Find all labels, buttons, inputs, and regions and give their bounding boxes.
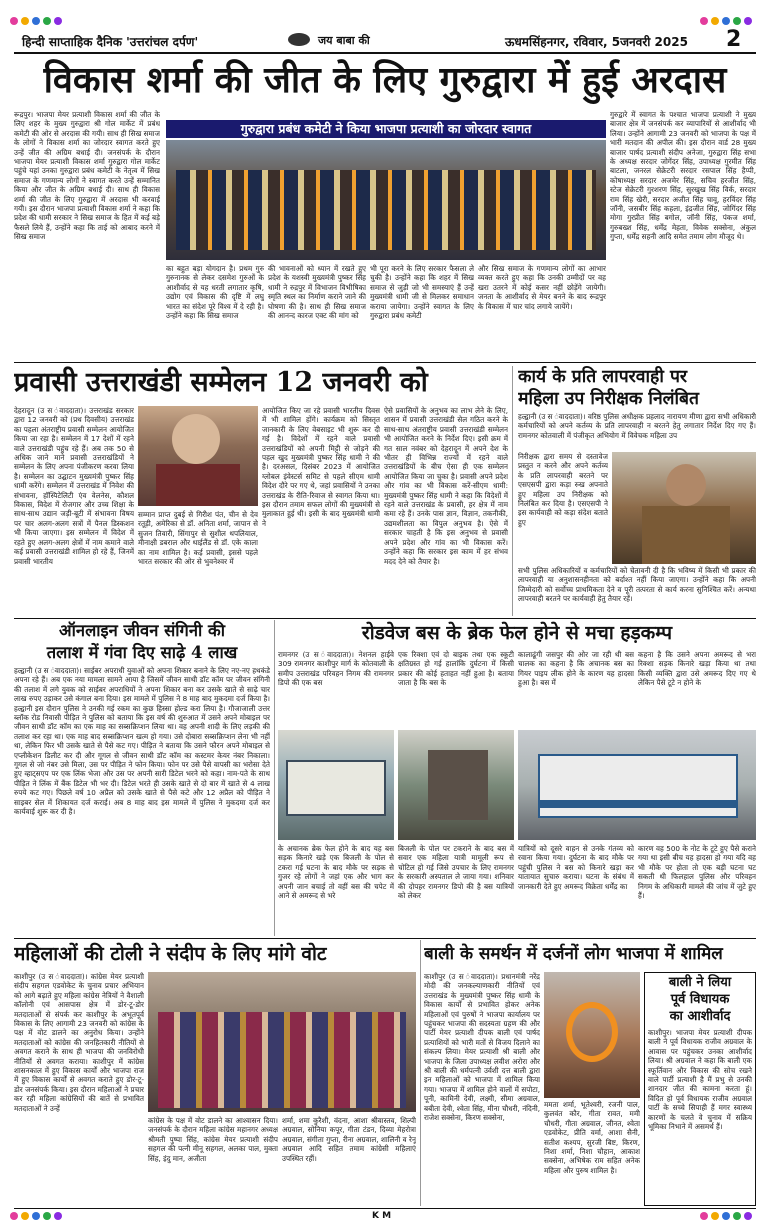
s2-col2: सम्मान प्राप्त दुबई से गिरीश पंत, चीन से देव रतूड़ी, अमेरिका से डॉ. अनिता शर्मा, जापान से सुजन तिवारी, सिंगापुर से सुशील थपलियाल, मीनाक्षी डबराल और थाईलैंड से डॉ. एके काला का नाम शामिल है। कई प्रवासी, इससे पहले भारत सरकार की ओर से भुवनेश्वर में <box>138 510 258 567</box>
divider-6 <box>420 940 421 1206</box>
headline-online-1: ऑनलाइन जीवन संगिनी की <box>59 621 225 640</box>
bottom-left-dots <box>10 1212 62 1220</box>
s5-col4: कहना है कि उसने अपना अमरूद से भरा रिक्शा सड़क किनारे खड़ा किया था तथा किसी व्यक्ति द्वारा उसे अमरूद दिए गए थे लेकिन पैसे टूटे न होने के <box>638 650 756 688</box>
headline-gurudwara: विकास शर्मा की जीत के लिए गुरुद्वारा में हुई अरदास <box>43 59 727 101</box>
s2-col4: ऐसे प्रवासियों के अनुभव का लाभ लेने के लिए, शासन में प्रवासी उत्तराखंडी सेल गठित करने के साथ-साथ अंतराष्ट्रीय प्रवासी उत्तराखंडी सम्मेलन भी आयोजित करने के निर्देश दिए। इसी क्रम में गत साल नवंबर को देहरादून में अपने देश के भीतर ही विभिन्न राज्यों में रहने वाले उत्तराखंडियों के बीच ऐसा ही एक सम्मेलन आयोजित किया जा चुका है। प्रवासी अपने प्रदेश और गांव का भी विकास करें-सीएम धामी: मुख्यमंत्री पुष्कर सिंह धामी ने कहा कि विदेशों में रहने वाले उत्तराखंड के प्रवासी, हर क्षेत्र में नाम कमा रहे हैं। उनके पास ज्ञान, विज्ञान, तकनीकी, उद्यमशीलता का विपुल अनुभव है। ऐसे में सरकार चाहती है कि इस अनुभव से प्रवासी अपने प्रदेश और गांव का भी विकास करें। उन्होंने कहा कि सरकार इस काम में हर संभव मदद देने को तैयार है। <box>384 406 508 566</box>
s4-body: हल्द्वानी (उ स ंवाददाता)। साईबर अपराधी युवाओं को अपना शिकार बनाने के लिए नए-नए हथकंडे अपना रहे हैं। अब एक नया मामला सामने आया है जिसमें जीवन साथी डॉट कॉम पर जीवन संगिनी की तलाश में लगे युवक को साईबर अपराधियों ने अपना शिकार बना कर उसके खाते से साढ़े चार लाख रुपए उड़ाकर उसे कंगाल बना दिया। इस मामले में पुलिस ने 8 माह बाद मुकदमा दर्ज किया है। हल्द्वानी इस दौरान पुलिस ने उनकी गई रकम का कुछ हिस्सा होल्ड करा लिया है। गौजाजाली उत्तर ब्लॉक रोड निवासी पीड़ित ने पुलिस को बताया कि इस वर्ष की शुरुआत में उसने अपने मोबाइल पर जीवन साथी डॉट कॉम का एक माह का सब्सक्रिप्शन लिया था। वह अपनी शादी के लिए लड़की की तलाश कर रहा था। एक माह बाद सब्सक्रिप्शन खत्म हो गया। उसे दोबारा सब्सक्रिप्शन लेना भी नहीं था, लेकिन फिर भी उसके खाते से पैसे कट गए। पीड़ित ने बताया कि उसने फौरन अपने मोबाइल से एप्लीकेशन डिलीट कर दी और गूगल से जीवन साथी डॉट कॉम का कस्टमर केयर नंबर निकाला। गूगल से जो नंबर उसे मिला, उस पर पीड़ित ने फोन किया। फोन पर उसे पैसे वापसी का भरोसा देते हुए व्हाट्सएप पर एक लिंक भेजा और उस पर अपनी सारी डिटेल भरने को कहा। नाम-पते के साथ पीड़ित ने लिंक में बैंक डिटेल भी भर दी। डिटेल भरते ही उसके खाते से दो बार में खाते से 4 लाख रुपये कट गए। पिछले वर्ष 10 अप्रैल को उसके खाते से पैसे कटे और 12 अप्रैल को पीड़ित ने साइबर सेल में शिकायत दर्ज कराई। अब 8 माह बाद इस मामले में पुलिस ने मुकदमा दर्ज कर कार्यवाई शुरू कर दी है। <box>14 666 270 817</box>
s5-b3: यात्रियों को दूसरे वाहन से उनके गंतव्य को रवाना किया गया। दुर्घटना के बाद मौके पर पहुंची पुलिस ने बस को किनारे खड़ा कर यातायात सुचारु कराया। घटना के संबंध में जानकारी देते हुए अमरूद विक्रेता धर्मेंद्र का <box>518 844 634 891</box>
s3-left: निरीक्षक द्वारा समय से दस्तावेज प्रस्तुत न करने और अपने कर्तव्य के प्रति लापरवाही बरतने पर एसएसपी द्वारा कड़ा रुख अपनाते हुए महिला उप निरीक्षक को निलंबित कर दिया है। एसएसपी ने इस कार्यवाही को कड़ा संदेश बताते हुए <box>518 452 608 527</box>
s5-col3: कालाढूंगी जसपुर की ओर जा रही थी बस चालक का कहना है कि अचानक बस का गियर पाइप लीक होने के कारण यह हादसा हुआ है। बस में <box>518 650 634 688</box>
s5-b2: बिजली के पोल पर टकराने के बाद बस में सवार एक महिला यात्री मामूली रूप से चोटिल हो गई जिसे उपचार के लिए रामनगर के सरकारी अस्पताल ले जाया गया। शनिवार की दोपहर रामनगर डिपो की है बस यात्रियों को लेकर <box>398 844 514 901</box>
s5-col1: रामनगर (उ स ंवाददाता)। नेशनल हाईवे 309 रामनगर काशीपुर मार्ग के कोतवाली के समीप उत्तराखंड परिवहन निगम की रामनगर डिपो की एक बस <box>278 650 394 688</box>
footer-marker: K M <box>372 1211 392 1221</box>
headline-bali-bjp: बाली के समर्थन में दर्जनों लोग भाजपा में शामिल <box>424 944 723 964</box>
divider-5 <box>14 938 756 939</box>
headline-ashirvad-2: पूर्व विधायक <box>670 992 730 1007</box>
s1-col3: की भावनाओं को ध्यान में रखते हुए प्रदेश के यशस्वी मुख्यमंत्री पुष्कर सिंह धामी ने रुद्रपुर में विभाजन विभीषिका स्मृति स्थल का निर्माण कराने जाने की घोषणा की है। साथ ही सिख समाज की आनन्द कारज एक्ट की मांग को <box>268 264 366 321</box>
s2-col3: आयोजित किए जा रहे प्रवासी भारतीय दिवस में भी शामिल होंगे। कार्यक्रम को सिस्तृत जानकारी के लिए वेबसाइट भी शुरू कर दी गई है। विदेशों में रहने वाले प्रवासी उत्तराखंडियों को अपनी मिट्टी से जोड़ने की पहल खुद मुख्यमंत्री पुष्कर सिंह धामी ने की है। दरअसल, दिसंबर 2023 में आयोजित ग्लोबल इंवेस्टर्स समिट से पहले सीएम धामी विदेश दौरे पर गए थे, जहां प्रवासियों ने उनका उत्तराखंड के रीति-रिवाज से स्वागत किया था। इस दौरान तमाम सफल लोगों की मुख्यमंत्री से मुलाकात हुई थी। इसी के बाद मुख्यमंत्री धामी ने <box>262 406 380 528</box>
photo-gurudwara <box>166 140 606 260</box>
s6-col2: कांग्रेस के पक्ष में वोट डालने का आश्वासन दिया। जनसंपर्क के दौरान महिला कांग्रेस महानगर अध्यक्ष श्रीमती पुष्पा सिंह, कांग्रेस मेयर प्रत्याशी संदीप सहगल की पत्नी मीनू सहगल, अलका पाल, मुक्ता सिंह, इंदु मान, अजीता <box>148 1116 278 1163</box>
masthead-dateline: ऊधमसिंहनगर, रविवार, 5जनवरी 2025 <box>505 35 688 49</box>
divider-2 <box>512 366 513 616</box>
s8-body: काशीपुर। भाजपा मेयर प्रत्याशी दीपक बाली ने पूर्व विधायक राजीव अग्रवाल के आवास पर पहुंचकर उनका आशीर्वाद लिया। श्री अग्रवाल ने कहा कि बाली एक स्फूर्तिवान और विकास की सोच रखने वाले पार्टी प्रत्याशी है मैं प्रभु से उनकी शानदार जीत की कामना करता हूं। विदित हो पूर्व विधायक राजीव अग्रवाल पार्टी के सच्चे सिपाही हैं मगर स्वास्थ्य कारणों के चलते वे चुनाव में सक्रिय भूमिका निभाने में असमर्थ हैं। <box>648 1028 752 1132</box>
masthead-rule <box>14 52 756 54</box>
divider-3 <box>14 618 756 619</box>
om-icon <box>288 33 310 46</box>
s7-col2: ममता शर्मा, भूतेश्वरी, रजनी पाल, कुलवंत कौर, गीता रावत, ममी चौधरी, गीता अग्रवाल, जीनत, श्वेता एडवोकेट, प्रीति वर्मा, आशा सैनी, सतीश कश्यप, सुरजी बिष्ट, किरण, निशा शर्मा, निशा चौहान, आकाश सक्सेना, अभिषेक राम सहित अनेक महिला और पुरुष शामिल है। <box>544 1100 640 1175</box>
photo-bus-1 <box>278 730 394 840</box>
divider-1 <box>14 362 756 363</box>
s1-col2: का बहुत बड़ा योगदान है। प्रथम गुरु गुरुनानक से लेकर दसमेश गुरुओं के आशीर्वाद से यह धरती लगातार कृषि, उद्योग एवं विकास की दृष्टि में लघु भारत का संदेश पूरे विश्व में दे रही है। उन्होंने कहा कि सिख समाज <box>166 264 264 321</box>
s5-b4: कारण वह 500 के नोट के टूटे हुए पैसे कराने गया था इसी बीच यह हादसा हो गया यदि वह भी मौके पर होता तो एक बड़ी घटना घट सकती थी फिलहाल पुलिस और परिवहन निगम के अधिकारी मामले की जांच में जुटे हुए हैं। <box>638 844 756 901</box>
photo-bus-2 <box>398 730 514 840</box>
headline-lapravahi-2: महिला उप निरीक्षक निलंबित <box>518 389 700 409</box>
headline-pravasi: प्रवासी उत्तराखंडी सम्मेलन 12 जनवरी को <box>14 367 428 398</box>
s7-col1: काशीपुर (उ स ंवाददाता)। प्रधानमंत्री नरेंद्र मोदी की जनकल्याणकारी नीतियों एवं उत्तराखंड के मुख्यमंत्री पुष्कर सिंह धामी के विकास कार्यों से प्रभावित होकर अनेक महिलाओं एवं पुरुषों ने भाजपा कार्यालय पर पहुंचकर भाजपा की सदस्यता ग्रहण की और पार्टी मेयर प्रत्याशी दीपक बाली एवं पार्षद प्रत्याशियों को भारी मतों से विजय दिलाने का संकल्प लिया। मेयर प्रत्याशी श्री बाली और भाजपा के जिला उपाध्यक्ष लवीश अरोरा और श्री बाली की धर्मपत्नी उर्वशी दत्त बाली द्वारा इन महिलाओं को भाजपा में शामिल किया गया। भाजपा में शामिल होने वालों में सपोटा, पूनी, कामिनी देवी, लक्ष्मी, सीमा अग्रवाल, बबीता देवी, श्वेता सिंह, मीना चौधरी, नंदिनी, राजेश सक्सेना, किरण सक्सेना, <box>424 972 540 1123</box>
photo-cm <box>138 406 258 506</box>
top-right-dots <box>700 17 752 25</box>
s1-col4: भी पूरा करने के लिए सरकार फैसला ले चुकी है। उन्होंने कहा कि शहर में सिख समाज से जुड़ी जो भी समस्याएं हैं उन्हें मुख्यमंत्री धामी जी से मिलकर समाधान कराया जायेगा। उन्होंने स्वागत के लिए गुरुद्वारा प्रबंध कमेटी <box>370 264 474 321</box>
headline-lapravahi-1: कार्य के प्रति लापरवाही पर <box>518 367 688 387</box>
s3-bottom: सभी पुलिस अधिकारियों व कर्मचारियों को चेतावनी दी है कि भविष्य में किसी भी प्रकार की लापरवाही या अनुशासनहीनता को बर्दाश्त नहीं किया जाएगा। उन्होंने कहा कि अपनी जिम्मेदारी को सर्वोच्च प्राथमिकता देने व पूरी तत्परता से कार्य करना सुनिश्चित करें। अन्यथा लापरवाही बरतने पर कार्यवाही हेतु तैयार रहें। <box>518 566 756 604</box>
headline-roadways: रोडवेज बस के ब्रेक फेल होने से मचा हड़कम्प <box>361 622 673 644</box>
s6-col1: काशीपुर (उ स ंवाददाता)। कांग्रेस मेयर प्रत्याशी संदीप सहगल एडवोकेट के चुनाव प्रचार अभियान को आगे बढ़ाते हुए महिला कांग्रेस नेत्रियों ने वैशाली कॉलोनी एवं आसपास क्षेत्र में डोर-टू-डोर मतदाताओं से संपर्क कर काशीपुर के अभूतपूर्व विकास के लिए आगामी 23 जनवरी को कांग्रेस के पक्ष में वोट डालने का अनुरोध किया। उन्होंने मतदाताओं को कांग्रेस की जनहितकारी नीतियों से अवगत कराने के साथ ही भाजपा की जनविरोधी नीतियों से अवगत कराया। काशीपुर में कांग्रेस शासनकाल में हुए विकास कार्यों और भाजपा राज में हुए विकास कार्यों से अवगत कराते हुए डोर-टू-डोर जनसंपर्क किया। इस दौरान महिलाओं ने प्रचार कर रही महिला कांग्रेसियों की बातें से प्रभावित मतदाताओं ने उन्हें <box>14 972 144 1113</box>
s1-col5: और सिख समाज के गणमान्य लोगों का आभार व्यक्त करते हुए कहा कि उनकी उम्मीदों पर वह खरा उतरने में कोई कसर नहीं छोड़ेंगे जायेगी। जनता के आशीर्वाद से मेयर बनने के बाद रूद्रपुर के विकास में चार चांद लगाये जायेंगे। <box>478 264 606 311</box>
footer-rule <box>14 1208 756 1209</box>
photo-bus-3 <box>518 730 756 840</box>
page-number: 2 <box>726 27 742 52</box>
top-left-dots <box>10 17 62 25</box>
photo-bali-garland <box>544 972 640 1098</box>
s1-col1: रूद्रपुर। भाजपा मेयर प्रत्याशी विकास शर्मा की जीत के लिए शहर के मुख्य गुरुद्वारा श्री गोल मार्केट में प्रबंध कमेटी की ओर से अरदास की गयी। साथ ही सिख समाज के लोगों ने विकास शर्मा का जोरदार स्वागत करते हुए उन्हें जीत की अग्रिम बधाई दी। जनसंपर्क के दौरान भाजपा मेयर प्रत्याशी विकास शर्मा गुरुद्वारा गोल मार्केट पहुंचे यहां उनका गुरुद्वारा प्रबंध कमेटी के नेतृत्व में सिख समाज के गणमान्य लोगों ने स्वागत करते उन्हें सम्मानित किया और जीत के अग्रिम बधाई दी। साथ ही विकास शर्मा की जीत के लिए गुरुद्वारा में अरदास भी करवाई गयी। इस दौरान भाजपा प्रत्याशी विकास शर्मा ने कहा कि प्रदेश की धामी सरकार ने सिख समाज के हित में कई बड़े फैसले लिये हैं, उन्होंने कहा कि ताई को आबाद करने में सिख समाज <box>14 110 160 242</box>
s2-col1: देहरादून (उ स ंवाददाता)। उत्तराखंड सरकार द्वारा 12 जनवरी को (प्रथ दिवसीय) उत्तराखंड का पहला अंतराष्ट्रीय प्रवासी सम्मेलन आयोजित किया जा रहा है। सम्मेलन में 17 देशों में रहने वाले उत्तराखंडी पहुंच रहे हैं। अब तक 50 से अधिक जाने माने प्रवासी उत्तराखंडियों ने सम्मेलन के लिए अपना पंजीकरण करवा लिया है। सम्मेलन का उद्घाटन मुख्यमंत्री पुष्कर सिंह धामी करेंगे। सम्मेलन में उत्तराखंड में निवेश की संभावना, हॉस्पिटेलिटी एंव वेलनेस, कौशल विकास, विदेश में रोजगार और उच्च शिक्षा के साथ-साथ उद्यान जड़ी-बूटी में संभावना विषय पर चार अलग-अलग सत्रों में पैनल डिस्कशन भी किया जाएगा। इस सम्मेलन में विदेश में रहते हुए अलग-अलग क्षेत्रों में नाम कमाने वाले कई प्रवासी उत्तराखंडी शामिल हो रहे हैं, जिनमें प्रवासी भारतीय <box>14 406 134 566</box>
photo-mahila-group <box>148 972 416 1112</box>
photo-policewoman <box>612 452 756 564</box>
headline-mahila-toli: महिलाओं की टोली ने संदीप के लिए मांगे वोट <box>14 943 327 965</box>
s1-subheadline: गुरुद्वारा प्रबंध कमेटी ने किया भाजपा प्रत्याशी का जोरदार स्वागत <box>166 120 606 138</box>
s6-col3: शर्मा, शमा कुरैशी, वंदना, आशा श्रीवास्तव, शिल्पी अग्रवाल, सोनिया कपूर, गीता टंडन, दिव्या मेहरोत्रा अग्रवाल, संगीता गुप्ता, रीना अग्रवाल, शालिनी व रेनू अग्रवाल आदि सहित तमाम कांग्रेसी महिलाएं उपस्थित रहीं। <box>282 1116 416 1163</box>
headline-ashirvad-1: बाली ने लिया <box>668 975 732 990</box>
s3-top: हल्द्वानी (उ स ंवाददाता)। वरिष्ठ पुलिस अधीक्षक प्रहलाद नारायण मीणा द्वारा सभी अधिकारी कर्मचारियों को अपने कर्तव्य के प्रति लापरवाही न बरतने हेतु लगातार निर्देश दिए गए हैं। रामनगर कोतवाली में पंजीकृत अभियोग में विवेचक महिला उप <box>518 412 756 440</box>
s1-col6: गुरुद्वारे में स्वागत के पश्चात भाजपा प्रत्याशी ने मुख्य बाजार क्षेत्र में जनसंपर्क कर व्यापारियों से आशीर्वाद भी लिया। उन्होंने आगामी 23 जनवरी को भाजपा के पक्ष में भारी मतदान की अपील की। इस दौरान वार्ड 28 मुख्य बाजार पार्षद प्रत्याशी संदीप अनेजा, गुरुद्वारा सिंह सभा के अध्यक्ष सरदार जोगेंदर सिंह, उपाध्यक्ष गुरमीत सिंह बाटला, जनरल सेक्रेटरी सरदार रसपाल सिंह हैप्पी, कोषाध्यक्ष सरदार अजमेर सिंह, सचिव हरजीत सिंह, स्टेज सेक्रेटरी गुरशरण सिंह, सुरखुख सिंह विर्क, सरदार राम सिंह खेरी, सरदार अजीत सिंह चावू, हरविंदर सिंह जॉनी, जसबीर सिंह कहला, इंद्रजीत सिंह, जोगिंदर सिंह मोगा गुरप्रीत सिंह बगोल, जॉनी सिंह, पंकज शर्मा, गुरुबख्श सिंह, धर्मेंद्र मेहता, विवेक सक्सेना, अंकुल गुप्ता, धर्मेंद्र सहनी आदि समेत तमाम लोग मौजूद थे। <box>610 110 756 242</box>
divider-4 <box>274 620 275 936</box>
headline-online-2: तलाश में गंवा दिए साढ़े 4 लाख <box>46 643 238 662</box>
masthead-title: हिन्दी साप्ताहिक दैनिक 'उत्तरांचल दर्पण' <box>22 35 199 49</box>
headline-ashirvad-3: का आशीर्वाद <box>669 1009 731 1024</box>
bottom-right-dots <box>700 1212 752 1220</box>
masthead-slogan: जय बाबा की <box>318 34 370 47</box>
s5-b1: के अचानक ब्रेक फेल होने के बाद यह बस सड़क किनारे खड़े एक बिजली के पोल से टकरा गई घटना के बाद मौके पर सड़क से गुजर रहे लोगों ने जहां एक और भाग कर अपनी जान बचाई तो वहीं बस की चपेट में आने से अमरूद से भरे <box>278 844 394 901</box>
s5-col2: एक रिक्शा एवं दो बाइक तथा एक स्कूटी क्षतिग्रस्त हो गई हालांकि दुर्घटना में किसी प्रकार की कोई हताहत नहीं हुआ है। बताया जाता है कि बस के <box>398 650 514 688</box>
